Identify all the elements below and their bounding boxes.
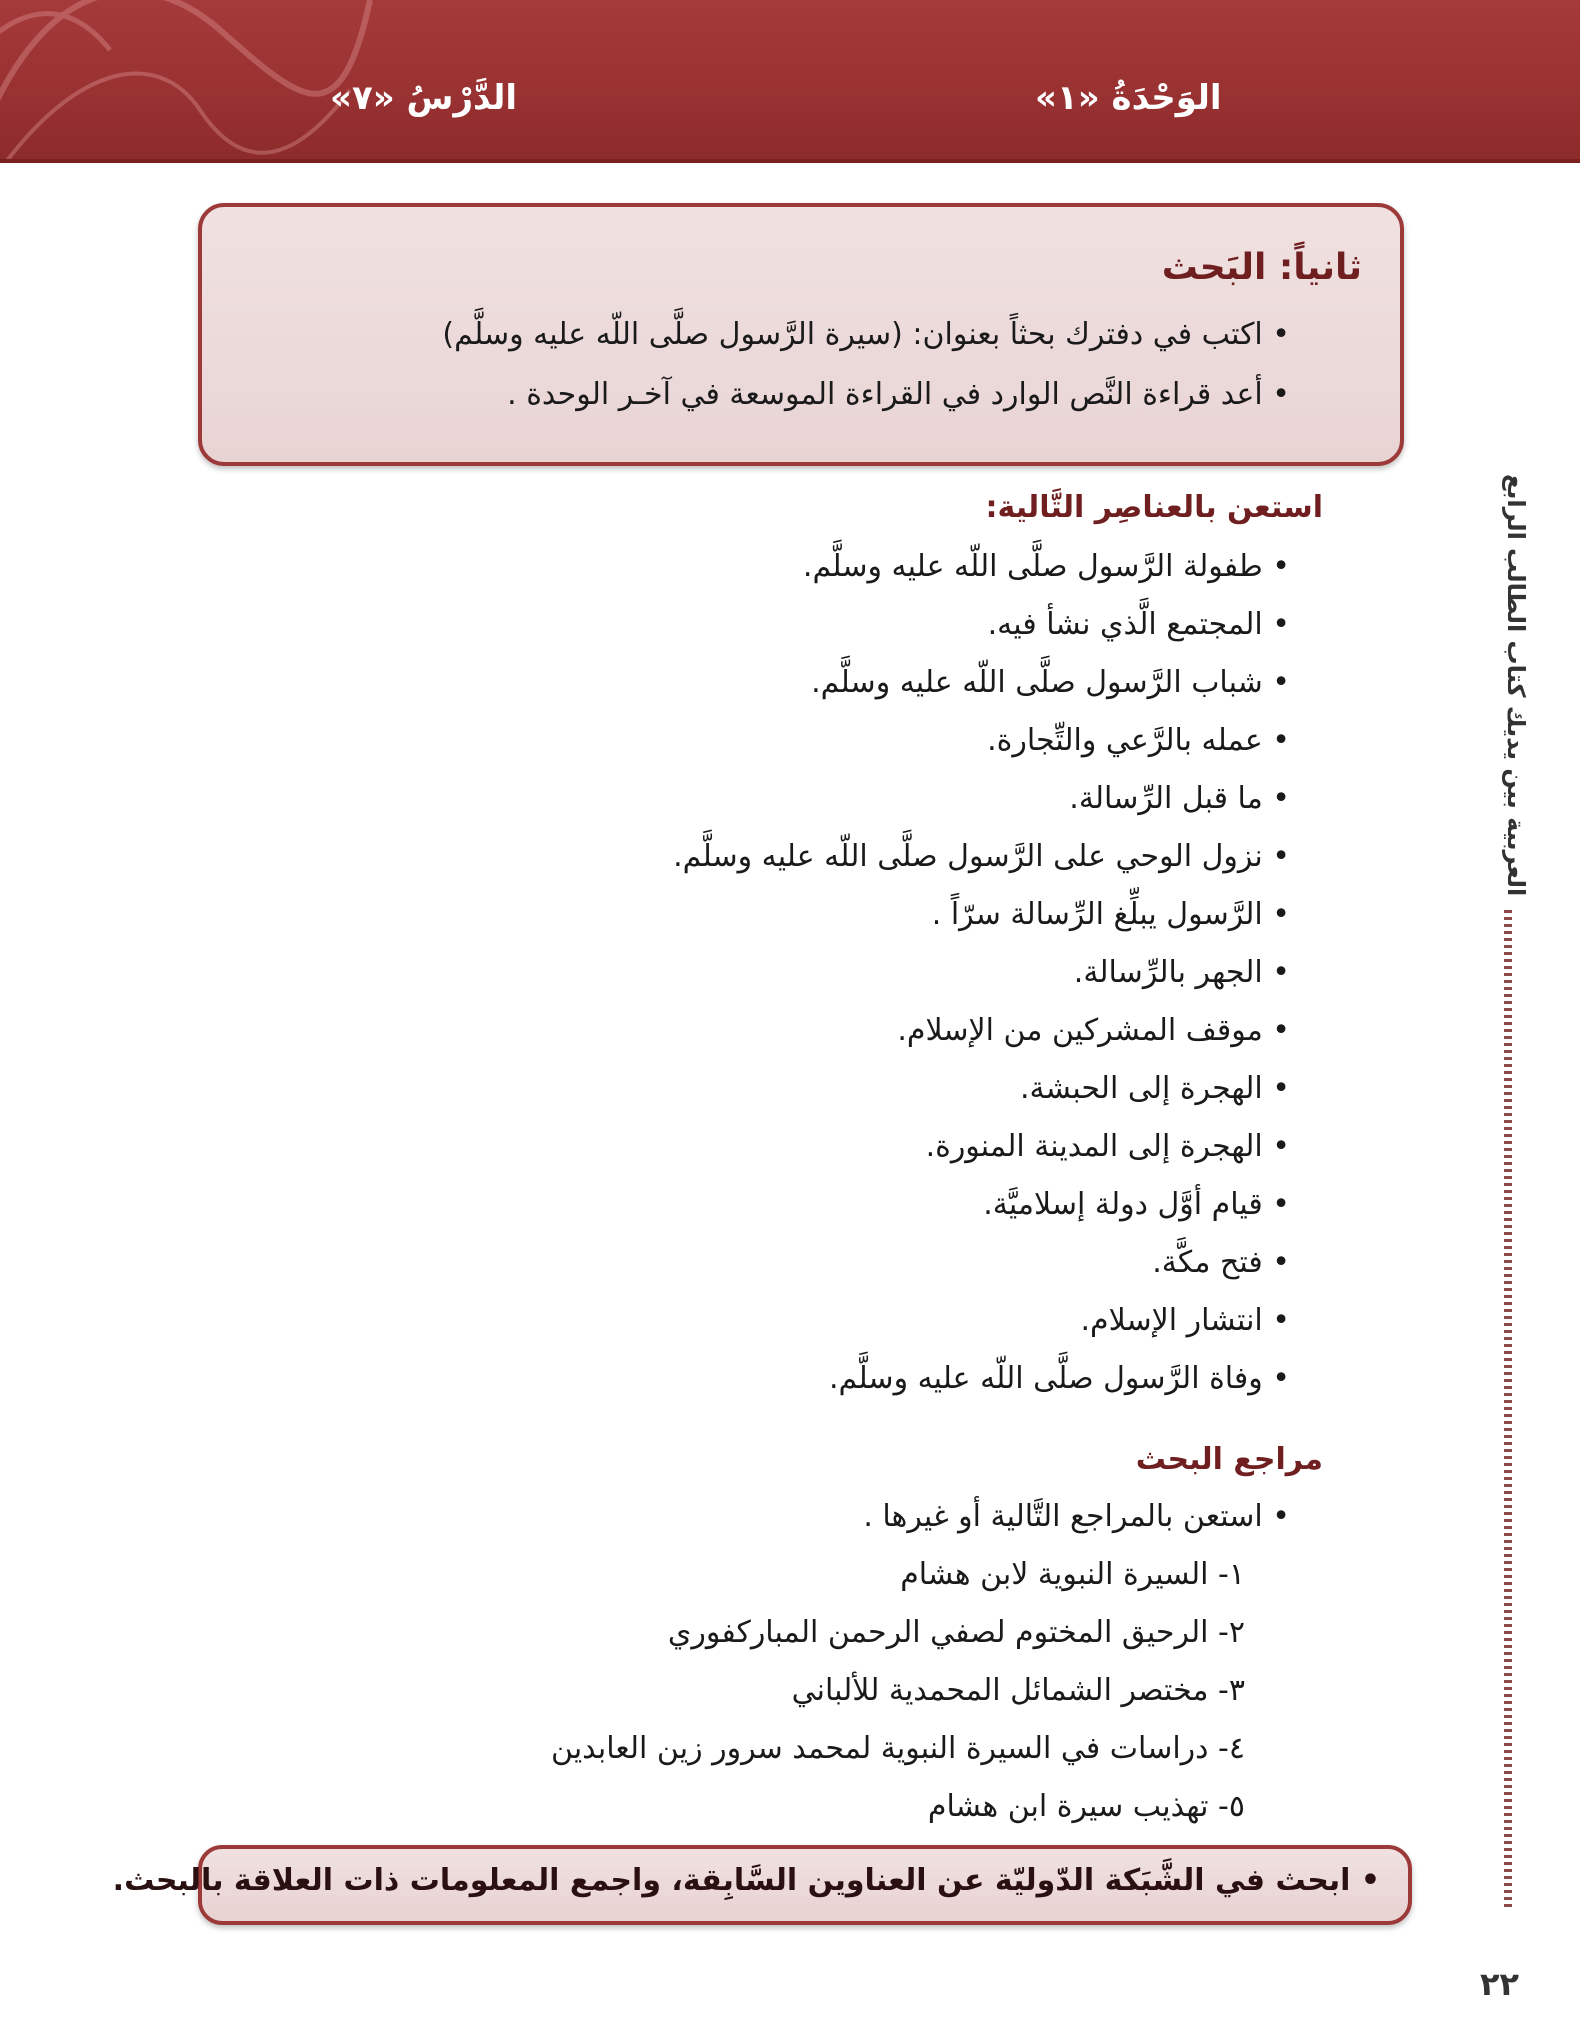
research-title: ثانياً: البَحث xyxy=(1161,247,1362,288)
note-text: • ابحث في الشَّبَكة الدّوليّة عن العناوين السَّابِقة، واجمع المعلومات ذات العلاقة بالبحث. xyxy=(112,1863,1380,1898)
list-item: • ما قبل الرِّسالة. xyxy=(1069,781,1290,816)
reference-item: ٥- تهذيب سيرة ابن هشام xyxy=(927,1789,1245,1824)
reference-item: ٢- الرحيق المختوم لصفي الرحمن المباركفوري xyxy=(667,1615,1245,1650)
header-banner xyxy=(0,0,1580,163)
page-number: ٢٢ xyxy=(1480,1965,1520,2003)
list-item: • الجهر بالرِّسالة. xyxy=(1073,955,1290,990)
book-title-vertical: العربية بين يديك كتاب الطالب الرابع xyxy=(1502,473,1530,897)
list-item: • موقف المشركين من الإسلام. xyxy=(897,1013,1290,1048)
reference-item: ٣- مختصر الشمائل المحمدية للألباني xyxy=(791,1673,1245,1708)
elements-heading: استعن بالعناصِر التَّالية: xyxy=(985,490,1323,525)
research-box xyxy=(198,203,1404,466)
list-item: • قيام أوَّل دولة إسلاميَّة. xyxy=(983,1187,1290,1222)
sidebar xyxy=(1480,470,1536,1930)
list-item: • طفولة الرَّسول صلَّى اللّه عليه وسلَّم. xyxy=(802,549,1290,584)
research-instruction: • اكتب في دفترك بحثاً بعنوان: (سيرة الرَّسول صلَّى اللّه عليه وسلَّم) xyxy=(442,317,1290,352)
list-item: • الرَّسول يبلِّغ الرِّسالة سرّاً . xyxy=(931,897,1290,932)
reference-item: ٤- دراسات في السيرة النبوية لمحمد سرور زين العابدين xyxy=(550,1731,1245,1766)
list-item: • انتشار الإسلام. xyxy=(1080,1303,1290,1338)
reference-item: ١- السيرة النبوية لابن هشام xyxy=(900,1557,1245,1592)
research-instruction: • أعد قراءة النَّص الوارد في القراءة الموسعة في آخـر الوحدة . xyxy=(507,377,1290,412)
list-item: • شباب الرَّسول صلَّى اللّه عليه وسلَّم. xyxy=(811,665,1290,700)
header-divider xyxy=(0,159,1580,163)
decorative-swirl-icon xyxy=(0,0,380,163)
list-item: • عمله بالرَّعي والتِّجارة. xyxy=(987,723,1290,758)
list-item: • المجتمع الَّذي نشأ فيه. xyxy=(987,607,1290,642)
lesson-label: الدَّرْسُ «٧» xyxy=(330,78,518,118)
list-item: • نزول الوحي على الرَّسول صلَّى اللّه عليه وسلَّم. xyxy=(673,839,1290,874)
note-box xyxy=(112,1845,1412,1925)
unit-label: الوَحْدَةُ «١» xyxy=(1035,78,1222,118)
list-item: • الهجرة إلى المدينة المنورة. xyxy=(925,1129,1290,1164)
list-item: • الهجرة إلى الحبشة. xyxy=(1020,1071,1290,1106)
decorative-border xyxy=(1504,910,1512,1910)
list-item: • وفاة الرَّسول صلَّى اللّه عليه وسلَّم. xyxy=(829,1361,1290,1396)
list-item: • فتح مكَّة. xyxy=(1152,1245,1290,1280)
references-heading: مراجع البحث xyxy=(1135,1442,1323,1477)
references-intro: • استعن بالمراجع التَّالية أو غيرها . xyxy=(863,1499,1290,1534)
